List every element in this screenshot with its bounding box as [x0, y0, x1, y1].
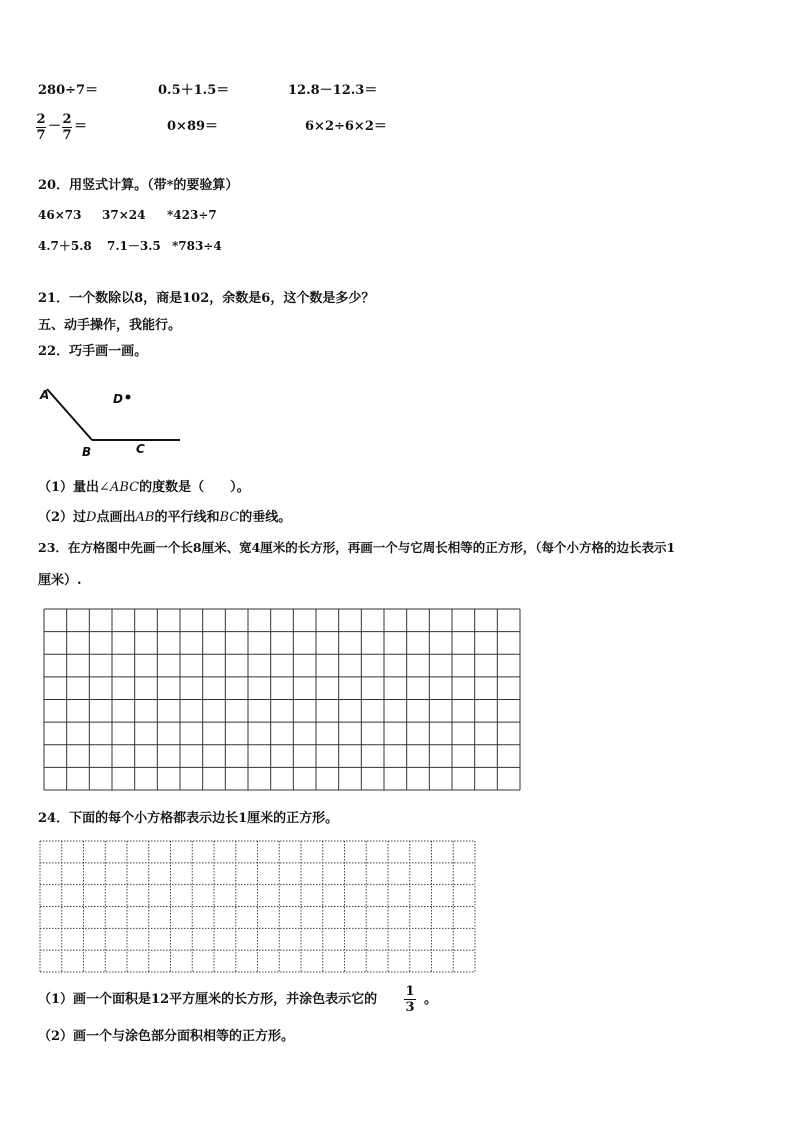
calc-item: 0×89＝: [167, 119, 219, 134]
label-b: B: [82, 445, 92, 459]
fraction-1-3: $\frac{1}{3}$: [405, 984, 415, 1015]
equals-sign: ＝: [74, 119, 88, 134]
calc-item: 4.7＋5.8: [38, 239, 92, 253]
question-24-sub1-end: 。: [424, 992, 438, 1007]
fraction-2-7-a: $\frac{2}{7}$: [36, 112, 46, 143]
calc-item: *423÷7: [167, 208, 217, 222]
question-23-line2: 厘米）.: [38, 573, 82, 588]
question-21: 21．一个数除以8，商是102，余数是6，这个数是多少？: [38, 291, 375, 306]
question-22-sub2: （2）过D点画出AB的平行线和BC的垂线。: [38, 510, 292, 525]
question-24-sub1: （1）画一个面积是12平方厘米的长方形，并涂色表示它的: [38, 992, 378, 1007]
label-d: D: [113, 392, 123, 406]
question-24-title: 24．下面的每个小方格都表示边长1厘米的正方形。: [38, 811, 339, 826]
calc-item: 7.1－3.5: [107, 239, 161, 253]
calc-item: 6×2÷6×2＝: [305, 119, 387, 134]
section-5-heading: 五、动手操作，我能行。: [38, 318, 182, 333]
calc-item: 280÷7＝: [38, 83, 99, 98]
label-a: A: [40, 388, 50, 402]
calc-item: 37×24: [102, 208, 146, 222]
question-22-sub1: （1）量出∠ABC的度数是（ ）。: [38, 480, 250, 495]
label-c: C: [136, 442, 145, 456]
calc-item: 12.8－12.3＝: [288, 83, 378, 98]
minus-sign: －: [48, 119, 62, 134]
question-23-line1: 23．在方格图中先画一个长8厘米、宽4厘米的长方形，再画一个与它周长相等的正方形，（每个小方格的边长表示1: [38, 540, 676, 555]
question-24-sub2: （2）画一个与涂色部分面积相等的正方形。: [38, 1029, 295, 1044]
question-22-title: 22．巧手画一画。: [38, 344, 148, 359]
fraction-2-7-b: $\frac{2}{7}$: [62, 112, 72, 143]
calc-item: *783÷4: [172, 239, 222, 253]
calc-item: 46×73: [38, 208, 82, 222]
calc-item: 0.5＋1.5＝: [158, 83, 230, 98]
question-20-title: 20．用竖式计算。（带*的要验算）: [38, 178, 239, 193]
